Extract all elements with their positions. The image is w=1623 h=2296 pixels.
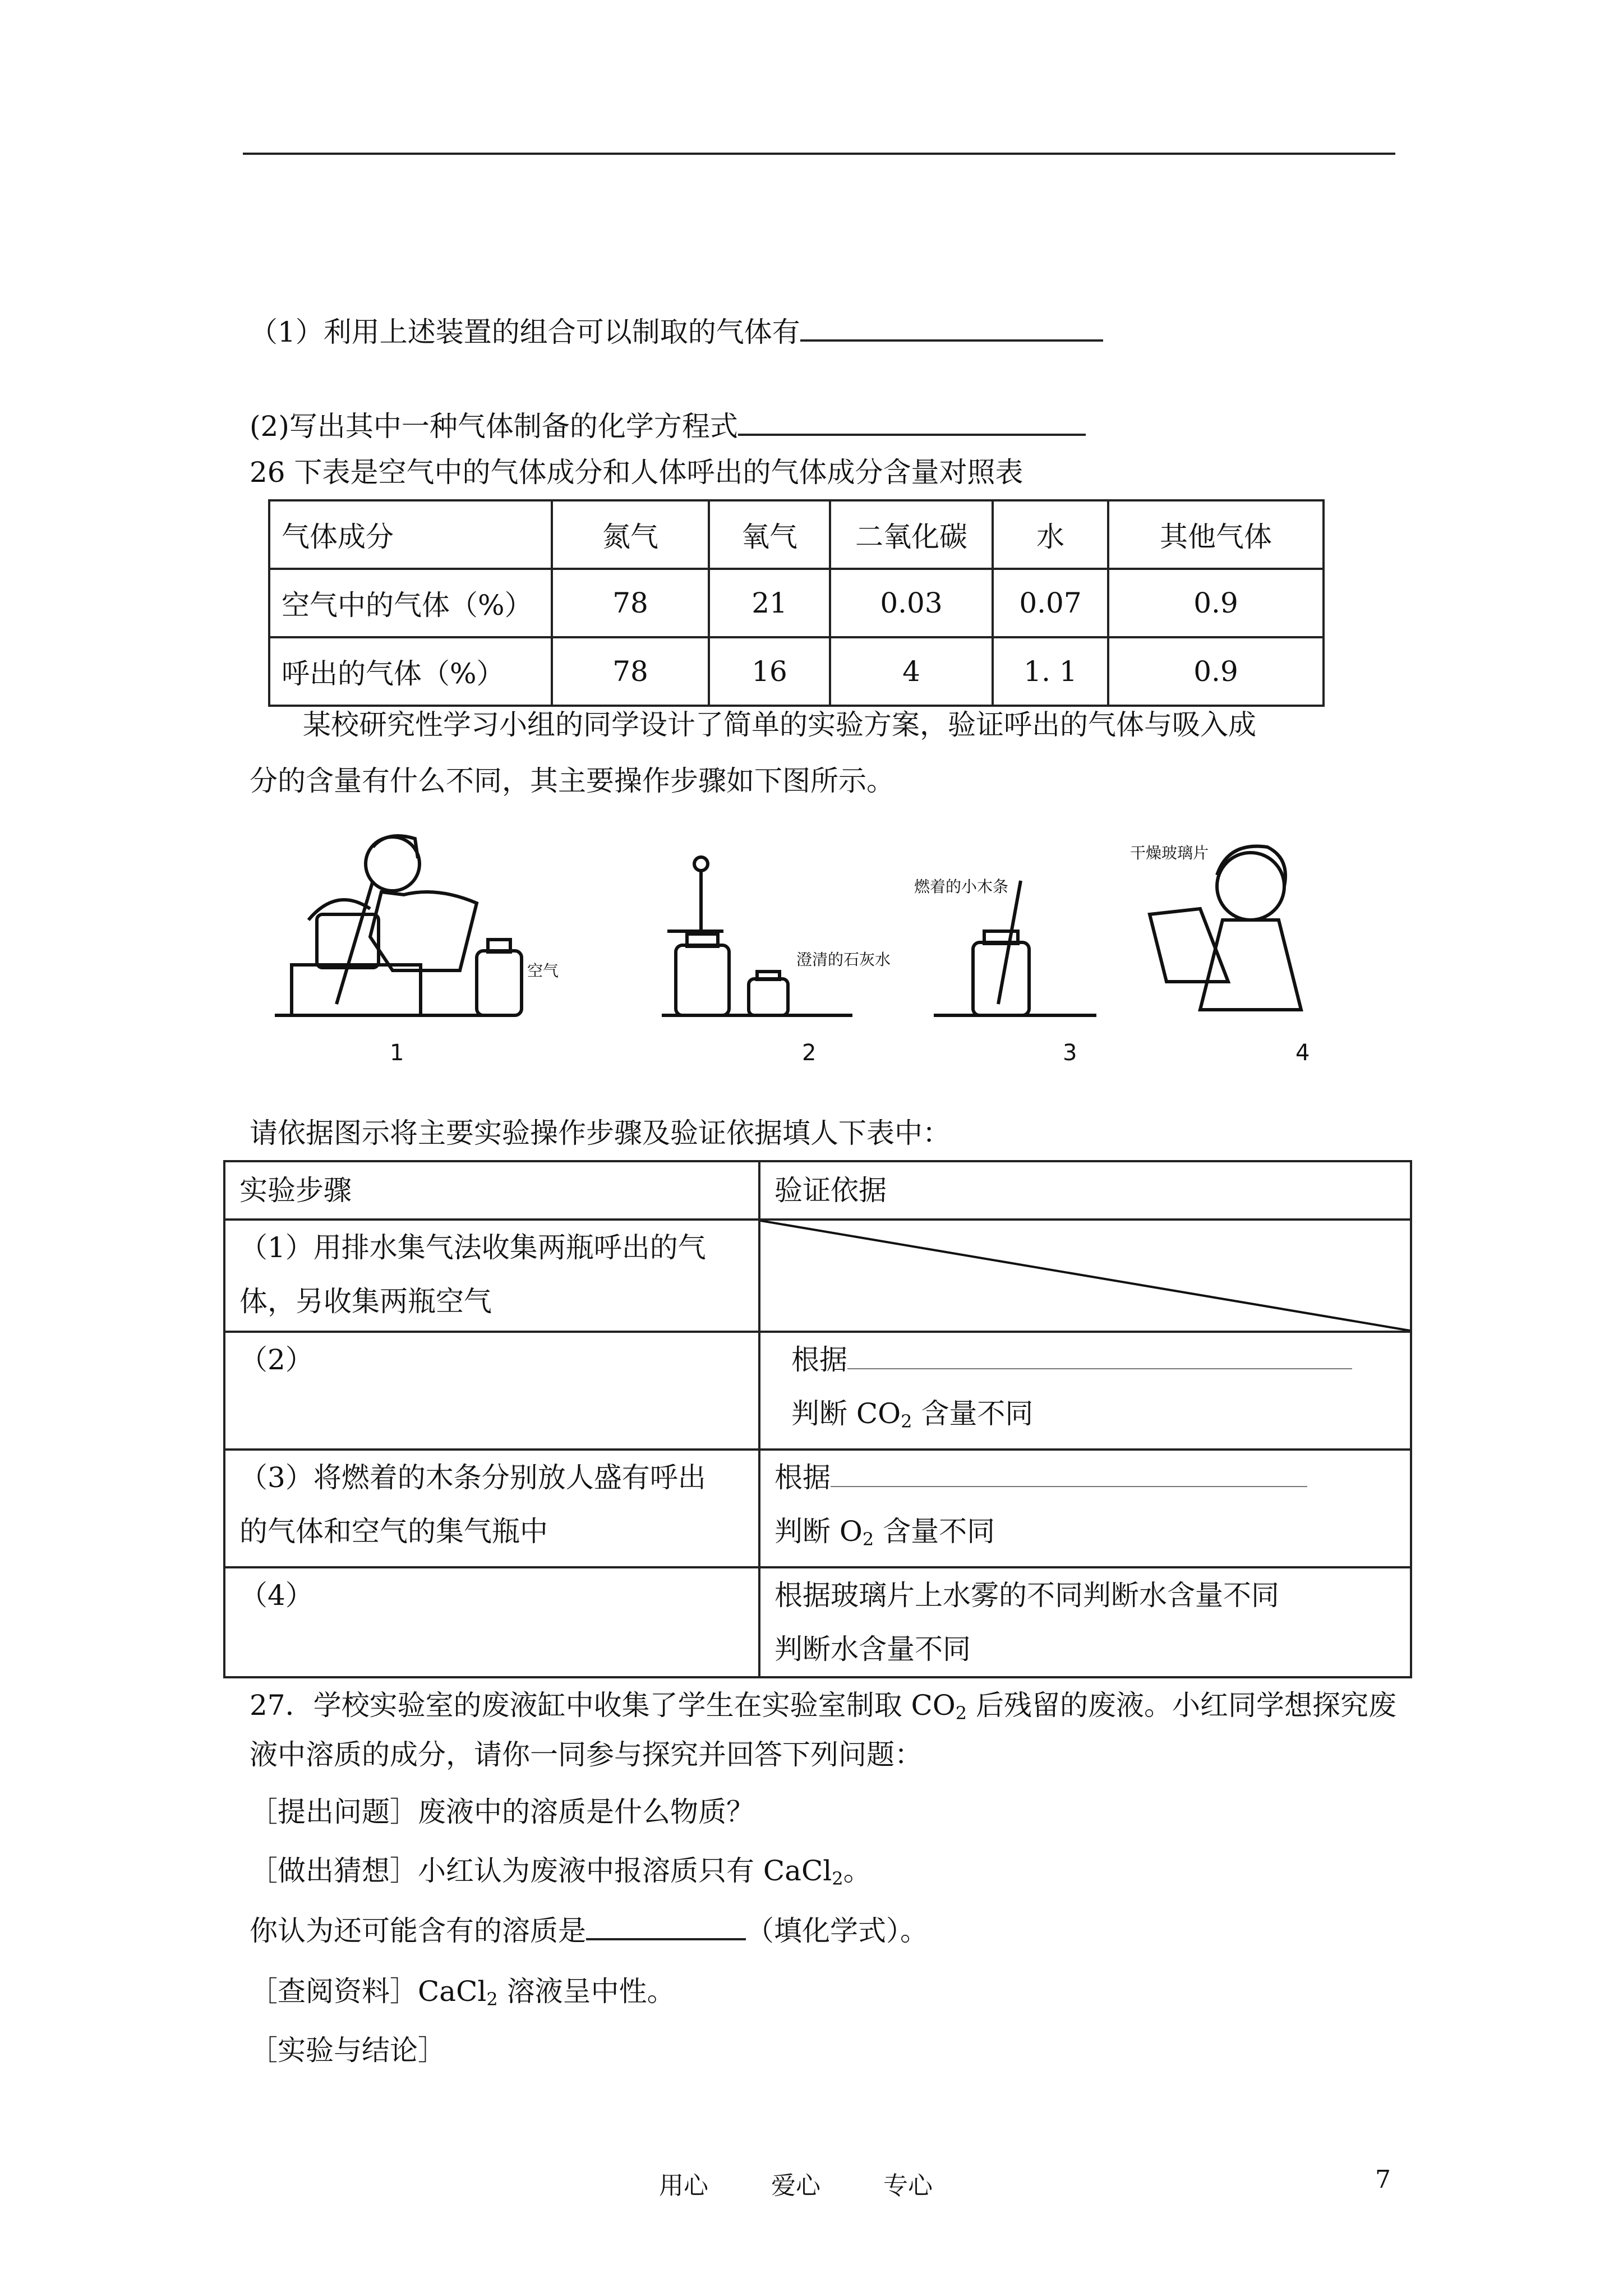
q25-line2: (2)写出其中一种气体制备的化学方程式 bbox=[250, 409, 1086, 443]
figure-number: 3 bbox=[1063, 1040, 1077, 1066]
gas-jar bbox=[317, 914, 379, 968]
q27-line3: ［提出问题］废液中的溶质是什么物质？ bbox=[250, 1796, 754, 1828]
q26-intro: 26 下表是空气中的气体成分和人体呼出的气体成分含量对照表 bbox=[250, 456, 1023, 489]
basis-line: 根据 bbox=[774, 1451, 1396, 1504]
table-row: （2） 根据 判断 $CO_2$ 含量不同 bbox=[224, 1332, 1411, 1450]
table-header-row: 气体成分 氮气 氧气 二氧化碳 水 其他气体 bbox=[269, 500, 1324, 569]
answer-blank[interactable] bbox=[586, 1938, 746, 1940]
table-row: （3）将燃着的木条分别放人盛有呼出 的气体和空气的集气瓶中 根据 判断 $O_2$ 含量不同 bbox=[224, 1450, 1411, 1567]
answer-blank[interactable] bbox=[738, 434, 1086, 436]
footer-word: 爱心 bbox=[771, 2171, 820, 2200]
figure-number: 2 bbox=[802, 1040, 817, 1066]
diagonal-line bbox=[760, 1221, 1410, 1331]
header-rule bbox=[243, 153, 1395, 155]
table-row: 空气中的气体（%） 78 21 0.03 0.07 0.9 bbox=[269, 569, 1324, 637]
steps-table bbox=[223, 1160, 1412, 1678]
answer-blank[interactable] bbox=[847, 1368, 1352, 1369]
jar-3 bbox=[973, 942, 1029, 1015]
table-row: （4） 根据玻璃片上水雾的不同判断水含量不同 判断水含量不同 bbox=[224, 1567, 1411, 1677]
q26-para1: 某校研究性学习小组的同学设计了简单的实验方案，验证呼出的气体与吸入成 bbox=[303, 708, 1256, 741]
footer-word: 专心 bbox=[883, 2171, 933, 2200]
q27-line4: ［做出猜想］小红认为废液中报溶质只有 CaCl$_2$。 bbox=[250, 1855, 872, 1889]
figure-number: 4 bbox=[1295, 1040, 1310, 1066]
water-trough bbox=[292, 965, 421, 1015]
label-air: 空气 bbox=[527, 961, 559, 980]
q27-line6: ［查阅资料］CaCl$_2$ 溶液呈中性。 bbox=[250, 1975, 675, 2010]
basis-line: 判断 $O_2$ 含量不同 bbox=[774, 1515, 995, 1550]
q27-line7: ［实验与结论］ bbox=[250, 2034, 446, 2067]
girl-head bbox=[1217, 853, 1284, 920]
label-burning-stick: 燃着的小木条 bbox=[914, 877, 1009, 896]
girl-body bbox=[1200, 920, 1301, 1010]
label-limewater: 澄清的石灰水 bbox=[796, 950, 891, 969]
answer-blank[interactable] bbox=[800, 339, 1103, 342]
diagonal-cell bbox=[759, 1220, 1411, 1332]
gas-composition-table bbox=[268, 499, 1325, 707]
basis-line: 根据 bbox=[791, 1333, 1396, 1387]
label-dry-glass: 干燥玻璃片 bbox=[1130, 844, 1209, 862]
table-row: （1）用排水集气法收集两瓶呼出的气 体，另收集两瓶空气 bbox=[224, 1220, 1411, 1332]
q27-line2: 液中溶质的成分，请你一同参与探究并回答下列问题： bbox=[250, 1738, 923, 1771]
answer-blank[interactable] bbox=[831, 1486, 1307, 1487]
limewater-bottle bbox=[749, 979, 788, 1015]
person-body bbox=[370, 892, 477, 970]
table-row: 呼出的气体（%） 78 16 4 1. 1 0.9 bbox=[269, 637, 1324, 706]
q27-line1: 27．学校实验室的废液缸中收集了学生在实验室制取 $CO_2$ 后残留的废液。小红同学想探究废 bbox=[250, 1689, 1397, 1724]
air-jar bbox=[477, 951, 522, 1015]
table-header-row: 实验步骤 验证依据 bbox=[224, 1161, 1411, 1220]
q26-para2: 分的含量有什么不同，其主要操作步骤如下图所示。 bbox=[250, 765, 895, 797]
page-number: 7 bbox=[1375, 2165, 1391, 2194]
q27-line5: 你认为还可能含有的溶质是 （填化学式）。 bbox=[250, 1915, 928, 1947]
q25-line1: （1）利用上述装置的组合可以制取的气体有 bbox=[250, 315, 1103, 349]
basis-line: 判断 $CO_2$ 含量不同 bbox=[791, 1397, 1034, 1432]
footer-word: 用心 bbox=[659, 2171, 708, 2200]
figure-number: 1 bbox=[390, 1040, 404, 1066]
q26-instruction: 请依据图示将主要实验操作步骤及验证依据填人下表中： bbox=[250, 1117, 951, 1149]
jar-2 bbox=[676, 945, 729, 1015]
experiment-illustration bbox=[275, 825, 1352, 1071]
